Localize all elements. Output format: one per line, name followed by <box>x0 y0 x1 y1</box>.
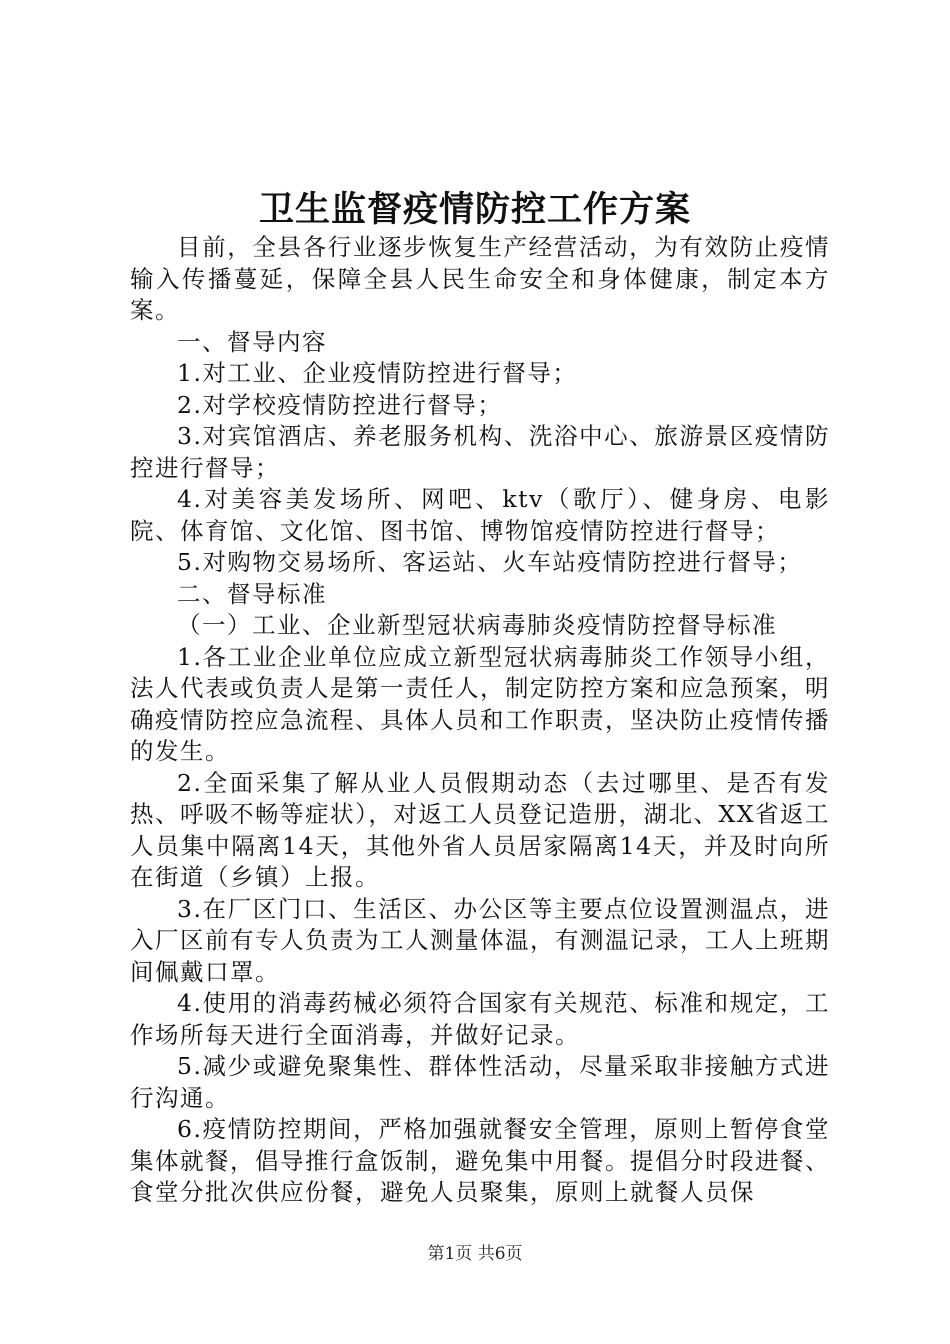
section-heading-supervision-standards: 二、督导标准 <box>177 579 327 608</box>
list-item: 4.使用的消毒药械必须符合国家有关规范、标准和规定，工作场所每天进行全面消毒，并做好记录。 <box>130 989 830 1049</box>
list-item: 2.全面采集了解从业人员假期动态（去过哪里、是否有发热、呼吸不畅等症状），对返工人员登记造册，湖北、XX省返工人员集中隔离14天，其他外省人员居家隔离14天，并及时向所在街道（乡镇）上报。 <box>130 768 830 891</box>
list-item: 4.对美容美发场所、网吧、ktv（歌厅）、健身房、电影院、体育馆、文化馆、图书馆、博物馆疫情防控进行督导； <box>130 485 830 545</box>
list-item: 5.减少或避免聚集性、群体性活动，尽量采取非接触方式进行沟通。 <box>130 1052 830 1112</box>
list-item: 1.各工业企业单位应成立新型冠状病毒肺炎工作领导小组，法人代表或负责人是第一责任人，制定防控方案和应急预案，明确疫情防控应急流程、具体人员和工作职责，坚决防止疫情传播的发生。 <box>130 642 830 765</box>
subsection-heading: （一）工业、企业新型冠状病毒肺炎疫情防控督导标准 <box>177 611 777 639</box>
document-title: 卫生监督疫情防控工作方案 <box>258 189 691 230</box>
list-item: 6.疫情防控期间，严格加强就餐安全管理，原则上暂停食堂集体就餐，倡导推行盒饭制，避免集中用餐。提倡分时段进餐、食堂分批次供应份餐，避免人员聚集，原则上就餐人员保 <box>130 1115 830 1206</box>
document-body <box>130 232 830 1209</box>
list-item: 3.对宾馆酒店、养老服务机构、洗浴中心、旅游景区疫情防控进行督导； <box>130 422 830 482</box>
section-heading-supervision-content: 一、督导内容 <box>177 327 327 356</box>
list-item: 1.对工业、企业疫情防控进行督导； <box>177 359 578 387</box>
list-item: 5.对购物交易场所、客运站、火车站疫情防控进行督导； <box>177 548 803 576</box>
list-item: 2.对学校疫情防控进行督导； <box>177 390 503 419</box>
page-footer: 第1页 共6页 <box>427 1244 523 1264</box>
paragraph-intro: 目前，全县各行业逐步恢复生产经营活动，为有效防止疫情输入传播蔓延，保障全县人民生命安全和身体健康，制定本方案。 <box>130 233 830 324</box>
list-item: 3.在厂区门口、生活区、办公区等主要点位设置测温点，进入厂区前有专人负责为工人测量体温，有测温记录，工人上班期间佩戴口罩。 <box>130 894 830 986</box>
